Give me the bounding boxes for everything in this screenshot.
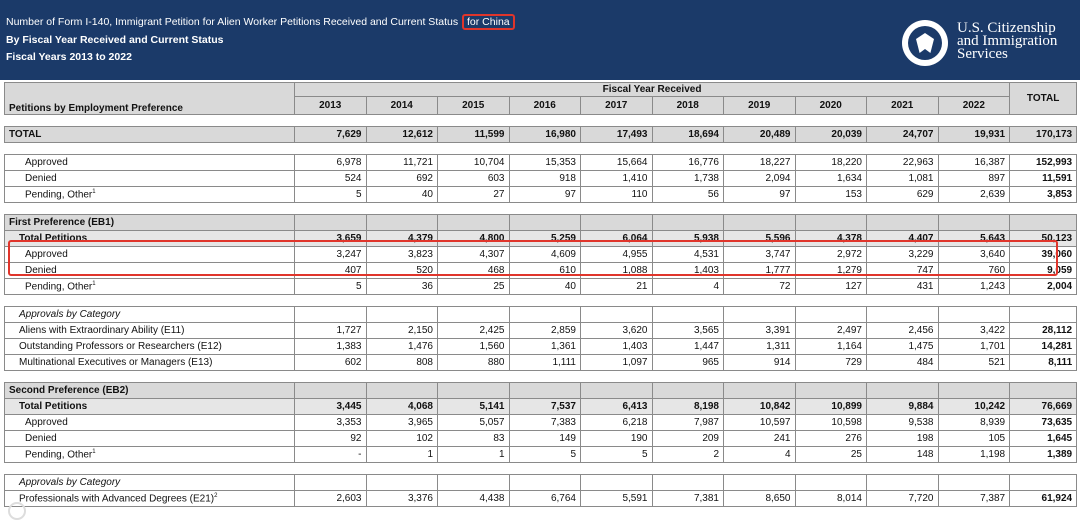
value-cell: 5,938 [652, 231, 724, 247]
value-cell: 18,220 [795, 155, 867, 171]
value-cell: 918 [509, 171, 581, 187]
value-cell: 1,361 [509, 339, 581, 355]
value-cell: 24,707 [867, 127, 939, 143]
value-cell: 1,410 [581, 171, 653, 187]
value-cell: 25 [438, 279, 510, 295]
value-cell: 4,955 [581, 247, 653, 263]
total-cell: 76,669 [1010, 399, 1077, 415]
row-label: TOTAL [5, 127, 295, 143]
report-period: Fiscal Years 2013 to 2022 [6, 51, 132, 63]
value-cell: 1,383 [295, 339, 367, 355]
year-header: 2022 [938, 97, 1010, 115]
value-cell: 7,629 [295, 127, 367, 143]
value-cell: 17,493 [581, 127, 653, 143]
value-cell: 83 [438, 431, 510, 447]
value-cell: 484 [867, 355, 939, 371]
value-cell: 603 [438, 171, 510, 187]
value-cell: 880 [438, 355, 510, 371]
row-label: Approvals by Category [5, 307, 295, 323]
value-cell: 524 [295, 171, 367, 187]
value-cell: 2,603 [295, 491, 367, 507]
value-cell: 8,014 [795, 491, 867, 507]
value-cell: 102 [366, 431, 438, 447]
table-row [5, 247, 1077, 263]
table-row [5, 355, 1077, 371]
value-cell: 20,039 [795, 127, 867, 143]
value-cell: 6,764 [509, 491, 581, 507]
footnote-marker: 2 [214, 492, 218, 499]
dhs-seal-icon [902, 20, 948, 66]
value-cell: 1,279 [795, 263, 867, 279]
value-cell: 5,141 [438, 399, 510, 415]
value-cell: 1,164 [795, 339, 867, 355]
value-cell: 21 [581, 279, 653, 295]
total-cell: 28,112 [1010, 323, 1077, 339]
row-label: Aliens with Extraordinary Ability (E11) [5, 323, 295, 339]
value-cell: 7,383 [509, 415, 581, 431]
value-cell: 10,242 [938, 399, 1010, 415]
year-header: 2015 [438, 97, 510, 115]
watermark [8, 500, 140, 524]
value-cell: - [295, 447, 367, 463]
value-cell: 897 [938, 171, 1010, 187]
value-cell: 1,243 [938, 279, 1010, 295]
value-cell: 20,489 [724, 127, 796, 143]
report-subtitle: By Fiscal Year Received and Current Status [6, 34, 224, 46]
table-row [5, 399, 1077, 415]
total-cell: 11,591 [1010, 171, 1077, 187]
value-cell: 610 [509, 263, 581, 279]
value-cell: 6,413 [581, 399, 653, 415]
value-cell: 16,980 [509, 127, 581, 143]
total-cell: 9,059 [1010, 263, 1077, 279]
value-cell: 110 [581, 187, 653, 203]
value-cell: 10,597 [724, 415, 796, 431]
table-row [5, 491, 1077, 507]
value-cell: 6,064 [581, 231, 653, 247]
value-cell: 9,538 [867, 415, 939, 431]
total-row [5, 127, 1077, 143]
value-cell: 12,612 [366, 127, 438, 143]
value-cell: 148 [867, 447, 939, 463]
value-cell: 692 [366, 171, 438, 187]
value-cell: 10,598 [795, 415, 867, 431]
value-cell: 72 [724, 279, 796, 295]
value-cell: 27 [438, 187, 510, 203]
value-cell: 3,747 [724, 247, 796, 263]
total-cell: 61,924 [1010, 491, 1077, 507]
value-cell: 149 [509, 431, 581, 447]
total-cell: 3,853 [1010, 187, 1077, 203]
value-cell: 2,972 [795, 247, 867, 263]
value-cell: 521 [938, 355, 1010, 371]
value-cell: 3,965 [366, 415, 438, 431]
value-cell: 36 [366, 279, 438, 295]
value-cell: 5 [581, 447, 653, 463]
row-label: Multinational Executives or Managers (E13) [5, 355, 295, 371]
value-cell: 4,068 [366, 399, 438, 415]
value-cell: 241 [724, 431, 796, 447]
value-cell: 5 [295, 187, 367, 203]
year-header: 2019 [724, 97, 796, 115]
value-cell: 2,094 [724, 171, 796, 187]
value-cell: 747 [867, 263, 939, 279]
table-row [5, 171, 1077, 187]
total-cell: 73,635 [1010, 415, 1077, 431]
value-cell: 8,198 [652, 399, 724, 415]
value-cell: 127 [795, 279, 867, 295]
value-cell: 1,475 [867, 339, 939, 355]
footnote-marker: 1 [92, 448, 96, 455]
value-cell: 5,057 [438, 415, 510, 431]
row-label: First Preference (EB1) [5, 215, 295, 231]
value-cell: 1,738 [652, 171, 724, 187]
value-cell: 2,456 [867, 323, 939, 339]
value-cell: 4,531 [652, 247, 724, 263]
value-cell: 25 [795, 447, 867, 463]
year-header: 2020 [795, 97, 867, 115]
total-cell: 14,281 [1010, 339, 1077, 355]
value-cell: 8,650 [724, 491, 796, 507]
value-cell: 4,438 [438, 491, 510, 507]
table-row [5, 431, 1077, 447]
value-cell: 18,227 [724, 155, 796, 171]
value-cell: 5,643 [938, 231, 1010, 247]
value-cell: 198 [867, 431, 939, 447]
row-label: Total Petitions [5, 231, 295, 247]
row-label: Approved [5, 247, 295, 263]
value-cell: 22,963 [867, 155, 939, 171]
total-cell: 50,123 [1010, 231, 1077, 247]
row-label: Professionals with Advanced Degrees $(E21)^2$ [5, 491, 295, 507]
value-cell: 1,081 [867, 171, 939, 187]
value-cell: 276 [795, 431, 867, 447]
row-label: Pending, Other$^1$ [5, 447, 295, 463]
fiscal-year-header: Fiscal Year Received [295, 83, 1010, 97]
header-banner [0, 0, 1080, 80]
petitions-table [4, 82, 1077, 507]
value-cell: 4,307 [438, 247, 510, 263]
value-cell: 1,777 [724, 263, 796, 279]
value-cell: 4,378 [795, 231, 867, 247]
value-cell: 3,422 [938, 323, 1010, 339]
row-label: Approvals by Category [5, 475, 295, 491]
row-label: Approved [5, 155, 295, 171]
value-cell: 3,823 [366, 247, 438, 263]
value-cell: 1,701 [938, 339, 1010, 355]
value-cell: 4,800 [438, 231, 510, 247]
year-header: 2016 [509, 97, 581, 115]
total-cell: 39,060 [1010, 247, 1077, 263]
china-highlight: for China [462, 14, 515, 30]
total-cell: 1,645 [1010, 431, 1077, 447]
value-cell: 1,198 [938, 447, 1010, 463]
value-cell: 965 [652, 355, 724, 371]
value-cell: 1,088 [581, 263, 653, 279]
value-cell: 7,720 [867, 491, 939, 507]
value-cell: 3,247 [295, 247, 367, 263]
category-title-row [5, 475, 1077, 491]
value-cell: 2,859 [509, 323, 581, 339]
value-cell: 1,447 [652, 339, 724, 355]
value-cell: 602 [295, 355, 367, 371]
row-label: Outstanding Professors or Researchers (E12) [5, 339, 295, 355]
value-cell: 4 [652, 279, 724, 295]
year-header: 2017 [581, 97, 653, 115]
value-cell: 1 [366, 447, 438, 463]
row-label: Denied [5, 431, 295, 447]
value-cell: 914 [724, 355, 796, 371]
table-row [5, 187, 1077, 203]
value-cell: 105 [938, 431, 1010, 447]
value-cell: 1,311 [724, 339, 796, 355]
value-cell: 407 [295, 263, 367, 279]
value-cell: 18,694 [652, 127, 724, 143]
value-cell: 1,476 [366, 339, 438, 355]
value-cell: 1 [438, 447, 510, 463]
value-cell: 5,596 [724, 231, 796, 247]
value-cell: 5,259 [509, 231, 581, 247]
value-cell: 2,425 [438, 323, 510, 339]
total-cell: 2,004 [1010, 279, 1077, 295]
row-label: Denied [5, 171, 295, 187]
value-cell: 209 [652, 431, 724, 447]
year-header: 2021 [867, 97, 939, 115]
value-cell: 16,387 [938, 155, 1010, 171]
value-cell: 431 [867, 279, 939, 295]
value-cell: 5,591 [581, 491, 653, 507]
total-cell: 8,111 [1010, 355, 1077, 371]
table-row [5, 415, 1077, 431]
value-cell: 520 [366, 263, 438, 279]
value-cell: 2,497 [795, 323, 867, 339]
row-label: Approved [5, 415, 295, 431]
value-cell: 40 [366, 187, 438, 203]
table-row [5, 279, 1077, 295]
value-cell: 760 [938, 263, 1010, 279]
agency-name: U.S. Citizenship and Immigration Services [957, 20, 1058, 62]
table-row [5, 263, 1077, 279]
total-cell: 1,389 [1010, 447, 1077, 463]
value-cell: 2,150 [366, 323, 438, 339]
year-header: 2018 [652, 97, 724, 115]
value-cell: 3,391 [724, 323, 796, 339]
row-label: Second Preference (EB2) [5, 383, 295, 399]
value-cell: 7,987 [652, 415, 724, 431]
year-header: 2014 [366, 97, 438, 115]
value-cell: 1,560 [438, 339, 510, 355]
value-cell: 6,978 [295, 155, 367, 171]
total-cell: 152,993 [1010, 155, 1077, 171]
value-cell: 190 [581, 431, 653, 447]
year-header: 2013 [295, 97, 367, 115]
table-row [5, 231, 1077, 247]
row-label: Pending, Other$^1$ [5, 187, 295, 203]
value-cell: 10,842 [724, 399, 796, 415]
row-header: Petitions by Employment Preference [5, 83, 295, 115]
value-cell: 56 [652, 187, 724, 203]
value-cell: 3,376 [366, 491, 438, 507]
value-cell: 153 [795, 187, 867, 203]
value-cell: 15,353 [509, 155, 581, 171]
value-cell: 15,664 [581, 155, 653, 171]
value-cell: 97 [509, 187, 581, 203]
value-cell: 1,634 [795, 171, 867, 187]
row-label: Total Petitions [5, 399, 295, 415]
value-cell: 3,565 [652, 323, 724, 339]
value-cell: 2,639 [938, 187, 1010, 203]
total-column-header: TOTAL [1010, 83, 1077, 115]
value-cell: 10,899 [795, 399, 867, 415]
value-cell: 4,609 [509, 247, 581, 263]
value-cell: 97 [724, 187, 796, 203]
value-cell: 4,407 [867, 231, 939, 247]
value-cell: 19,931 [938, 127, 1010, 143]
report-title: Number of Form I-140, Immigrant Petition for Alien Worker Petitions Received and Current Status for China [6, 15, 515, 29]
value-cell: 1,111 [509, 355, 581, 371]
value-cell: 8,939 [938, 415, 1010, 431]
value-cell: 2 [652, 447, 724, 463]
value-cell: 3,659 [295, 231, 367, 247]
value-cell: 1,097 [581, 355, 653, 371]
row-label: Pending, Other$^1$ [5, 279, 295, 295]
value-cell: 3,620 [581, 323, 653, 339]
value-cell: 3,640 [938, 247, 1010, 263]
table-row [5, 323, 1077, 339]
section-header-row [5, 383, 1077, 399]
value-cell: 4,379 [366, 231, 438, 247]
value-cell: 629 [867, 187, 939, 203]
value-cell: 6,218 [581, 415, 653, 431]
footnote-marker: 1 [92, 280, 96, 287]
value-cell: 468 [438, 263, 510, 279]
value-cell: 7,381 [652, 491, 724, 507]
total-cell: 170,173 [1010, 127, 1077, 143]
value-cell: 5 [295, 279, 367, 295]
value-cell: 16,776 [652, 155, 724, 171]
value-cell: 1,403 [581, 339, 653, 355]
section-header-row [5, 215, 1077, 231]
value-cell: 9,884 [867, 399, 939, 415]
table-row [5, 155, 1077, 171]
value-cell: 4 [724, 447, 796, 463]
value-cell: 40 [509, 279, 581, 295]
value-cell: 5 [509, 447, 581, 463]
value-cell: 11,721 [366, 155, 438, 171]
value-cell: 729 [795, 355, 867, 371]
value-cell: 11,599 [438, 127, 510, 143]
value-cell: 808 [366, 355, 438, 371]
table-row [5, 447, 1077, 463]
value-cell: 3,229 [867, 247, 939, 263]
table-row [5, 339, 1077, 355]
value-cell: 92 [295, 431, 367, 447]
value-cell: 1,727 [295, 323, 367, 339]
value-cell: 10,704 [438, 155, 510, 171]
value-cell: 3,353 [295, 415, 367, 431]
value-cell: 3,445 [295, 399, 367, 415]
value-cell: 7,537 [509, 399, 581, 415]
footnote-marker: 1 [92, 188, 96, 195]
value-cell: 1,403 [652, 263, 724, 279]
row-label: Denied [5, 263, 295, 279]
category-title-row [5, 307, 1077, 323]
value-cell: 7,387 [938, 491, 1010, 507]
